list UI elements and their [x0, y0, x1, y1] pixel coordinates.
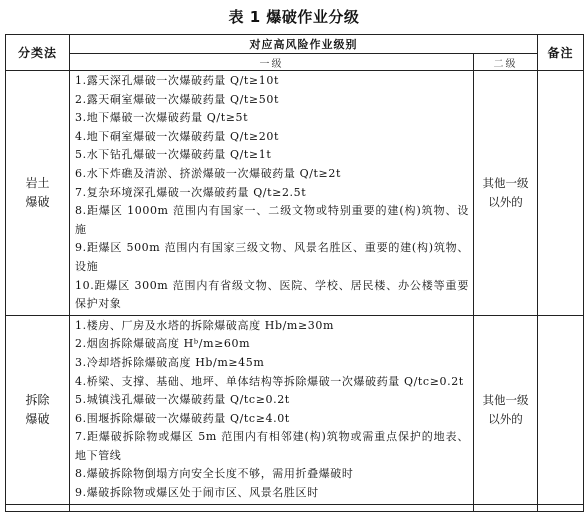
level-two-cell — [474, 315, 538, 504]
list-item: 5.水下钻孔爆破一次爆破药量 Q/t≥1t — [75, 148, 272, 162]
level-two-text: 其他一级以外的 — [482, 392, 529, 426]
header-note: 备注 — [538, 35, 584, 71]
category-cell — [6, 71, 70, 316]
list-item: 5.城镇浅孔爆破一次爆破药量 Q/tc≥0.2t — [75, 393, 290, 407]
list-item: 1.楼房、厂房及水塔的拆除爆破高度 Hb/m≥30m — [75, 318, 335, 332]
list-item: 4.桥梁、支撑、基础、地坪、单体结构等拆除爆破一次爆破药量 Q/tc≥0.2t — [75, 374, 464, 388]
header-main: 对应高风险作业级别 — [70, 35, 538, 54]
list-item: 9.距爆区 500m 范围内有国家三级文物、风景名胜区、重要的建(构)筑物、设施 — [75, 241, 469, 273]
list-item: 7.复杂环境深孔爆破一次爆破药量 Q/t≥2.5t — [75, 185, 307, 199]
category-label: 岩土爆破 — [25, 175, 50, 209]
item-list — [75, 317, 469, 503]
list-item: 6.水下炸礁及清淤、挤淤爆破一次爆破药量 Q/t≥2t — [75, 166, 341, 180]
list-item: 1.露天深孔爆破一次爆破药量 Q/t≥10t — [75, 74, 279, 87]
list-item: 6.围堰拆除爆破一次爆破药量 Q/tc≥4.0t — [75, 411, 290, 425]
section-row-rock — [6, 71, 584, 316]
list-item: 7.距爆破拆除物或爆区 5m 范围内有相邻建(构)筑物或需重点保护的地表、地下管线 — [75, 430, 469, 462]
list-item: 9.爆破拆除物或爆区处于闹市区、风景名胜区时 — [75, 486, 319, 500]
list-item: 4.地下硐室爆破一次爆破药量 Q/t≥20t — [75, 129, 279, 143]
list-item: 3.地下爆破一次爆破药量 Q/t≥5t — [75, 111, 249, 125]
blasting-grade-table — [5, 34, 584, 512]
header-level-one: 一级 — [70, 54, 474, 71]
category-cell — [6, 315, 70, 504]
level-two-text: 其他一级以外的 — [482, 175, 529, 209]
level-one-items — [70, 315, 474, 504]
level-two-cell — [474, 71, 538, 316]
list-item: 2.烟囱拆除爆破高度 Hᵇ/m≥60m — [75, 337, 251, 351]
item-list — [75, 72, 469, 314]
continuation-cell — [70, 504, 474, 511]
header-row — [6, 35, 584, 54]
continuation-cell — [6, 504, 70, 511]
level-one-items — [70, 71, 474, 316]
note-cell — [538, 315, 584, 504]
list-item: 8.距爆区 1000m 范围内有国家一、二级文物或特别重要的建(构)筑物、设施 — [75, 204, 469, 236]
subheader-row — [6, 54, 584, 71]
header-category: 分类法 — [6, 35, 70, 71]
continuation-cell — [474, 504, 538, 511]
table-title: 表 1 爆破作业分级 — [228, 8, 360, 26]
list-item: 2.露天硐室爆破一次爆破药量 Q/t≥50t — [75, 92, 279, 106]
header-level-two: 二级 — [474, 54, 538, 71]
list-item: 10.距爆区 300m 范围内有省级文物、医院、学校、居民楼、办公楼等重要保护对象 — [75, 278, 469, 311]
note-cell — [538, 71, 584, 316]
category-label: 拆除爆破 — [25, 392, 50, 426]
section-row-demolition — [6, 315, 584, 504]
list-item: 8.爆破拆除物倒塌方向安全长度不够，需用折叠爆破时 — [75, 467, 354, 481]
list-item: 3.冷却塔拆除爆破高度 Hb/m≥45m — [75, 355, 265, 369]
continuation-cell — [538, 504, 584, 511]
continuation-row — [6, 504, 584, 511]
